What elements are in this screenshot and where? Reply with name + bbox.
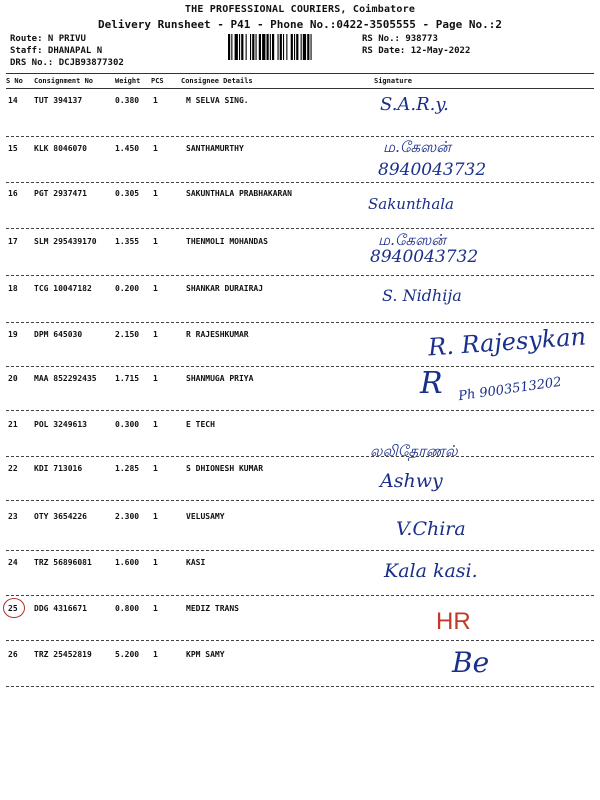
row-divider (6, 686, 594, 687)
table-row (0, 646, 600, 700)
row-consignment: PGT 2937471 (34, 189, 87, 198)
drs-label: DRS No.: DCJB93877302 (10, 58, 124, 68)
row-consignee: VELUSAMY (186, 512, 225, 521)
row-signature: V.Chira (396, 518, 466, 540)
row-sno: 25 (8, 604, 18, 613)
row-consignment: SLM 295439170 (34, 237, 97, 246)
row-consignee: MEDIZ TRANS (186, 604, 239, 613)
row-consignee: THENMOLI MOHANDAS (186, 237, 268, 246)
row-consignee: R RAJESHKUMAR (186, 330, 249, 339)
row-divider (6, 500, 594, 501)
row-sno: 17 (8, 237, 18, 246)
row-signature: Sakunthala (368, 195, 455, 213)
row-signature-phone: 8940043732 (378, 160, 487, 180)
staff-label: Staff: DHANAPAL N (10, 46, 103, 56)
row-divider (6, 550, 594, 551)
row-pcs: 1 (153, 512, 158, 521)
header-rule (6, 73, 594, 74)
row-divider (6, 595, 594, 596)
row-weight: 0.305 (115, 189, 140, 198)
handwritten-circle-mark (3, 598, 25, 618)
row-divider (6, 228, 594, 229)
row-consignee: E TECH (186, 420, 215, 429)
row-pcs: 1 (153, 330, 158, 339)
row-consignee: SHANMUGA PRIYA (186, 374, 254, 383)
row-consignment: MAA 852292435 (34, 374, 97, 383)
row-weight: 1.600 (115, 558, 140, 567)
row-sno: 21 (8, 420, 18, 429)
row-consignment: DDG 4316671 (34, 604, 87, 613)
row-divider (6, 456, 594, 457)
company-title: THE PROFESSIONAL COURIERS, Coimbatore (184, 4, 416, 15)
row-signature: ம.கேஸன் (383, 138, 451, 156)
row-signature: Be (452, 646, 490, 679)
row-signature-extra: Ashwy (380, 470, 443, 492)
row-signature-phone: 8940043732 (370, 247, 479, 267)
row-signature-phone: Ph 9003513202 (457, 374, 563, 405)
row-sno: 15 (8, 144, 18, 153)
row-divider (6, 136, 594, 137)
row-pcs: 1 (153, 604, 158, 613)
row-consignment: KDI 713016 (34, 464, 83, 473)
row-weight: 2.150 (115, 330, 140, 339)
row-consignment: TCG 10047182 (34, 284, 92, 293)
row-consignment: TRZ 25452819 (34, 650, 92, 659)
row-sno: 20 (8, 374, 18, 383)
row-signature: S. Nidhija (382, 286, 462, 305)
row-weight: 1.355 (115, 237, 140, 246)
row-pcs: 1 (153, 650, 158, 659)
row-signature: Kala kasi. (384, 560, 478, 582)
row-sno: 16 (8, 189, 18, 198)
row-sno: 26 (8, 650, 18, 659)
row-signature: S.A.R.y. (380, 94, 449, 115)
row-pcs: 1 (153, 96, 158, 105)
table-row (0, 233, 600, 287)
route-label: Route: N PRIVU (10, 34, 86, 44)
table-row (0, 92, 600, 146)
row-weight: 0.380 (115, 96, 140, 105)
row-weight: 0.200 (115, 284, 140, 293)
row-consignment: DPM 645030 (34, 330, 83, 339)
row-divider (6, 366, 594, 367)
row-consignee: SAKUNTHALA PRABHAKARAN (186, 189, 292, 198)
row-pcs: 1 (153, 189, 158, 198)
row-signature: லலிதோணல் (370, 442, 458, 460)
row-consignment: OTY 3654226 (34, 512, 87, 521)
rs-date: RS Date: 12-May-2022 (362, 46, 471, 56)
col-sno: S No (6, 77, 23, 85)
row-sno: 23 (8, 512, 18, 521)
row-divider (6, 410, 594, 411)
table-row (0, 442, 600, 514)
row-weight: 5.200 (115, 650, 140, 659)
col-consignment: Consignment No (34, 77, 94, 85)
row-consignee: M SELVA SING. (186, 96, 249, 105)
row-pcs: 1 (153, 420, 158, 429)
row-consignee: KASI (186, 558, 206, 567)
row-pcs: 1 (153, 464, 158, 473)
row-divider (6, 640, 594, 641)
col-weight: Weight (115, 77, 141, 85)
row-sno: 18 (8, 284, 18, 293)
row-weight: 1.450 (115, 144, 140, 153)
row-pcs: 1 (153, 144, 158, 153)
row-consignment: POL 3249613 (34, 420, 87, 429)
row-divider (6, 182, 594, 183)
row-pcs: 1 (153, 374, 158, 383)
row-consignment: TRZ 56896081 (34, 558, 92, 567)
row-sno: 22 (8, 464, 18, 473)
row-consignment: KLK 8046070 (34, 144, 87, 153)
barcode (228, 34, 352, 60)
row-consignee: S DHIONESH KUMAR (186, 464, 264, 473)
row-weight: 0.800 (115, 604, 140, 613)
row-weight: 1.285 (115, 464, 140, 473)
row-sno: 24 (8, 558, 18, 567)
rs-number: RS No.: 938773 (362, 34, 438, 44)
row-consignee: KPM SAMY (186, 650, 225, 659)
row-pcs: 1 (153, 558, 158, 567)
row-sno: 19 (8, 330, 18, 339)
col-consignee: Consignee Details (181, 77, 253, 85)
col-signature: Signature (374, 77, 412, 85)
row-signature: HR (436, 608, 471, 635)
table-row (0, 185, 600, 239)
row-weight: 2.300 (115, 512, 140, 521)
row-signature: R (420, 366, 443, 401)
row-weight: 0.300 (115, 420, 140, 429)
row-consignee: SANTHAMURTHY (186, 144, 244, 153)
row-pcs: 1 (153, 284, 158, 293)
col-pcs: PCS (151, 77, 164, 85)
row-pcs: 1 (153, 237, 158, 246)
row-signature: R. Rajesykan (427, 322, 587, 362)
row-sno: 14 (8, 96, 18, 105)
row-weight: 1.715 (115, 374, 140, 383)
row-consignment: TUT 394137 (34, 96, 83, 105)
row-signature: ம.கேஸன் (378, 231, 446, 249)
row-divider (6, 275, 594, 276)
runsheet-subtitle: Delivery Runsheet - P41 - Phone No.:0422-3505555 - Page No.:2 (98, 18, 502, 31)
row-divider (6, 322, 594, 323)
row-consignee: SHANKAR DURAIRAJ (186, 284, 264, 293)
column-rule (6, 88, 594, 89)
